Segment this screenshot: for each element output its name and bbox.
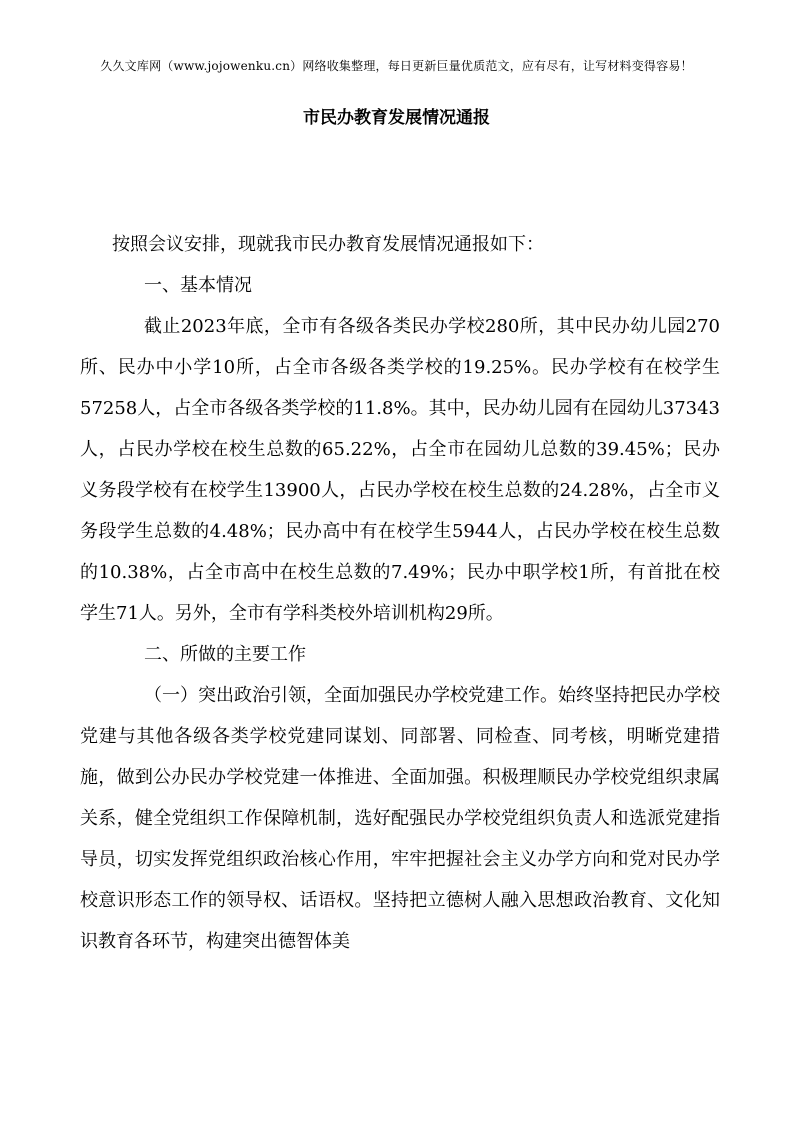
section-heading-basic: 一、基本情况: [144, 275, 252, 296]
section-heading-work: 二、所做的主要工作: [144, 644, 306, 665]
basic-situation-paragraph: 截止2023年底，全市有各级各类民办学校280所，其中民办幼儿园270所、民办中小学10所，占全市各级各类学校的19.25%。民办学校有在校学生57258人，占全市各级各类学校的11.8%。其中，民办幼儿园有在园幼儿37343人，占民办学校在校生总数的65.22%，占全市在园幼儿总数的39.45%；民办义务段学校有在校学生13900人，占民办学校在校生总数的24.28%，占全市义务段学生总数的4.48%；民办高中有在校学生5944人，占民办学校在校生总数的10.38%，占全市高中在校生总数的7.49%；民办中职学校1所，有首批在校学生71人。另外，全市有学科类校外培训机构29所。: [80, 316, 720, 624]
document-title: 市民办教育发展情况通报: [303, 108, 490, 128]
site-banner: 久久文库网（www.jojowenku.cn）网络收集整理，每日更新巨量优质范文，应有尽有，让写材料变得容易！: [100, 59, 693, 73]
document-body: [80, 224, 720, 962]
intro-paragraph: 按照会议安排，现就我市民办教育发展情况通报如下：: [112, 234, 544, 255]
work-paragraph-1: （一）突出政治引领，全面加强民办学校党建工作。始终坚持把民办学校党建与其他各级各类学校党建同谋划、同部署、同检查、同考核，明晰党建措施，做到公办民办学校党建一体推进、全面加强。积极理顺民办学校党组织隶属关系，健全党组织工作保障机制，选好配强民办学校党组织负责人和选派党建指导员，切实发挥党组织政治核心作用，牢牢把握社会主义办学方向和党对民办学校意识形态工作的领导权、话语权。坚持把立德树人融入思想政治教育、文化知识教育各环节，构建突出德智体美: [80, 685, 720, 952]
